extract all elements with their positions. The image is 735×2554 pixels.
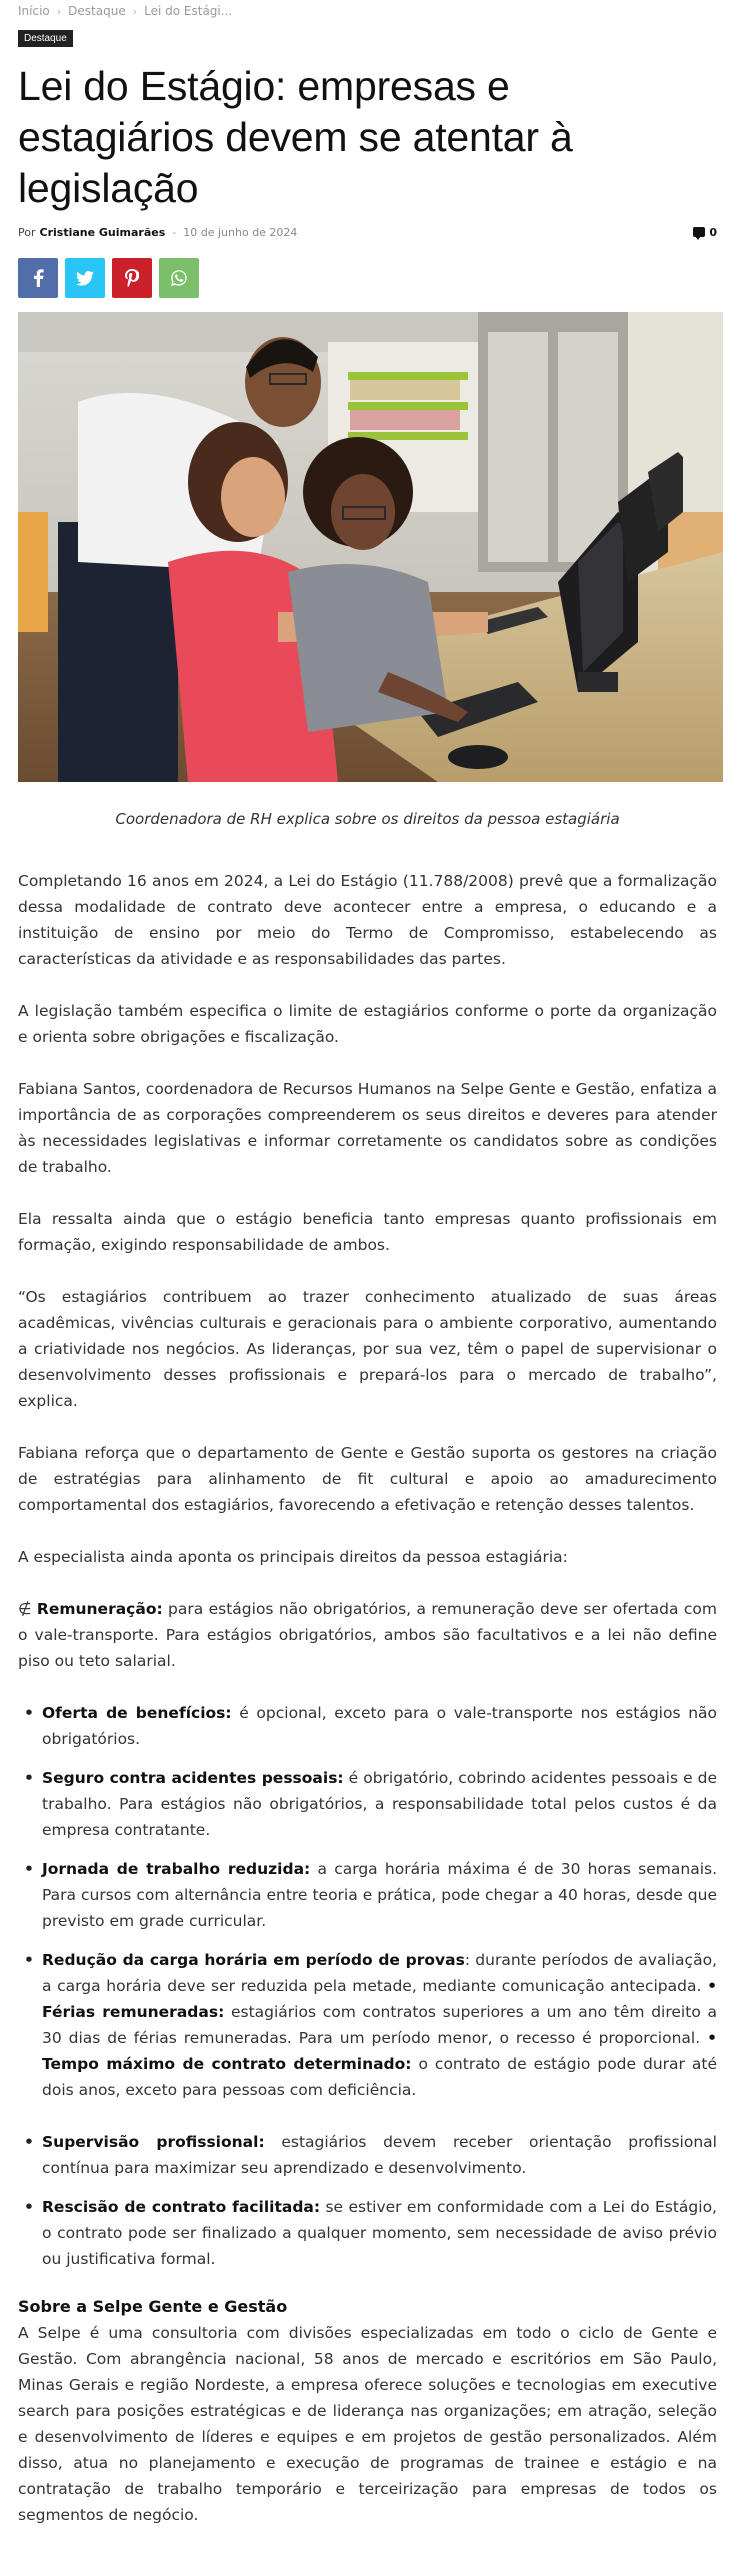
- remuneracao-bullet: ∉: [18, 1600, 32, 1618]
- paragraph-4: Ela ressalta ainda que o estágio beneficia tanto empresas quanto profissionais em formação, exigindo responsabilidade de ambos.: [18, 1210, 717, 1254]
- list-item-text: a carga horária máxima é de 30 horas semanais. Para cursos com alternância entre teoria e prática, pode chegar a 40 horas, desde que previsto em grade curricular.: [42, 1860, 717, 1930]
- about-text: A Selpe é uma consultoria com divisões especializadas em todo o ciclo de Gente e Gestão. Com abrangência nacional, 58 anos de mercado e escritórios em São Paulo, Minas Gerais e região Nordeste, a empresa oferece soluções e tecnologias em executive search para posições estratégicas e de liderança nas organizações; em atração, seleção e desenvolvimento de líderes e equipes e em projetos de gestão personalizados. Além disso, atua no planejamento e execução de programas de trainee e estágio e na contratação de trabalho temporário e terceirização para empresas de todos os segmentos de negócio.: [18, 2324, 717, 2524]
- share-pinterest-button[interactable]: [112, 258, 152, 298]
- ferias-label: • Férias remuneradas:: [42, 1977, 717, 2021]
- office-photo: [18, 312, 723, 782]
- paragraph-2: A legislação também especifica o limite de estagiários conforme o porte da organização e orienta sobre obrigações e fiscalização.: [18, 1002, 717, 1046]
- list-item-label: Jornada de trabalho reduzida:: [42, 1860, 311, 1878]
- comment-count: 0: [709, 225, 717, 239]
- tempo-label: • Tempo máximo de contrato determinado:: [42, 2029, 717, 2073]
- remuneracao-paragraph: [18, 1596, 717, 1674]
- list-item: [42, 1947, 717, 2103]
- pinterest-icon: [125, 269, 139, 287]
- list-item: [42, 1765, 717, 1843]
- paragraph-1: Completando 16 anos em 2024, a Lei do Estágio (11.788/2008) prevê que a formalização dessa modalidade de contrato deve acontecer entre a empresa, o educando e a instituição de ensino por meio do Termo de Compromisso, estabelecendo as características da atividade e as responsabilidades das partes.: [18, 872, 717, 968]
- article-hero-image: [18, 312, 723, 782]
- list-item-text: estagiários devem receber orientação profissional contínua para maximizar seu aprendizado e desenvolvimento.: [42, 2133, 717, 2177]
- image-caption: Coordenadora de RH explica sobre os direitos da pessoa estagiária: [115, 810, 620, 828]
- about-heading: Sobre a Selpe Gente e Gestão: [18, 2297, 288, 2316]
- remuneracao-label: Remuneração:: [36, 1600, 163, 1618]
- whatsapp-icon: [170, 269, 188, 287]
- list-item: [42, 2129, 717, 2181]
- paragraph-6: Fabiana reforça que o departamento de Gente e Gestão suporta os gestores na criação de estratégias para alinhamento de fit cultural e apoio ao amadurecimento comportamental dos estagiários, favorecendo a efetivação e retenção desses talentos.: [18, 1444, 717, 1514]
- list-item-text: é opcional, exceto para o vale-transporte nos estágios não obrigatórios.: [42, 1704, 717, 1748]
- list-item-text: se estiver em conformidade com a Lei do Estágio, o contrato pode ser finalizado a qualquer momento, sem necessidade de aviso prévio ou justificativa formal.: [42, 2198, 717, 2268]
- share-buttons: [18, 258, 717, 298]
- breadcrumb: [18, 0, 717, 22]
- meta-separator: -: [172, 225, 177, 239]
- article-body: [18, 868, 717, 2528]
- list-item: [42, 1700, 717, 1752]
- paragraph-5-quote: “Os estagiários contribuem ao trazer conhecimento atualizado de suas áreas acadêmicas, vivências culturais e geracionais para o ambiente corporativo, aumentando a criatividade nos negócios. As lideranças, por sua vez, têm o papel de supervisionar o desenvolvimento desses profissionais e prepará-los para o mercado de trabalho”, explica.: [18, 1288, 717, 1410]
- paragraph-7: A especialista ainda aponta os principais direitos da pessoa estagiária:: [18, 1548, 568, 1566]
- list-item-label: Supervisão profissional:: [42, 2133, 265, 2151]
- ferias-text: estagiários com contratos superiores a um ano têm direito a 30 dias de férias remuneradas. Para um período menor, o recesso é proporcional.: [42, 2003, 718, 2047]
- list-item: [42, 1856, 717, 1934]
- author-link[interactable]: Cristiane Guimarães: [39, 225, 166, 239]
- facebook-icon: [31, 269, 45, 287]
- remuneracao-text: para estágios não obrigatórios, a remuneração deve ser ofertada com o vale-transporte. Para estágios obrigatórios, ambos são facultativos e a lei não define piso ou teto salarial.: [18, 1600, 717, 1670]
- list-item-label: Rescisão de contrato facilitada:: [42, 2198, 321, 2216]
- author-prefix: Por: [18, 225, 36, 239]
- publish-date: 10 de junho de 2024: [183, 225, 298, 239]
- about-section: [18, 2294, 717, 2528]
- rights-list: [42, 1700, 717, 2103]
- chevron-right-icon: ›: [132, 4, 138, 18]
- article-meta: [18, 222, 717, 242]
- rights-list-2: [42, 2129, 717, 2272]
- share-twitter-button[interactable]: [65, 258, 105, 298]
- page-title: Lei do Estágio: empresas e estagiários devem se atentar à legislação: [18, 63, 573, 211]
- tempo-text: o contrato de estágio pode durar até dois anos, exceto para pessoas com deficiência.: [42, 2055, 717, 2099]
- category-tag[interactable]: Destaque: [18, 30, 73, 47]
- chevron-right-icon: ›: [56, 4, 62, 18]
- list-item-text: é obrigatório, cobrindo acidentes pessoais e de trabalho. Para estágios não obrigatórios, a responsabilidade total pelos custos é da empresa contratante.: [42, 1769, 717, 1839]
- list-item-text: : durante períodos de avaliação, a carga horária deve ser reduzida pela metade, mediante comunicação antecipada.: [42, 1951, 717, 1995]
- list-item-label: Oferta de benefícios:: [42, 1704, 232, 1722]
- share-whatsapp-button[interactable]: [159, 258, 199, 298]
- share-facebook-button[interactable]: [18, 258, 58, 298]
- breadcrumb-current: Lei do Estági...: [144, 4, 233, 18]
- breadcrumb-home-link[interactable]: Início: [18, 4, 50, 18]
- list-item-label: Redução da carga horária em período de provas: [42, 1951, 465, 1969]
- paragraph-3: Fabiana Santos, coordenadora de Recursos Humanos na Selpe Gente e Gestão, enfatiza a importância de as corporações compreenderem os seus direitos e deveres para atender às necessidades legislativas e informar corretamente os candidatos sobre as condições de trabalho.: [18, 1080, 717, 1176]
- list-item-label: Seguro contra acidentes pessoais:: [42, 1769, 344, 1787]
- list-item: [42, 2194, 717, 2272]
- comment-icon: [693, 227, 705, 237]
- breadcrumb-category-link[interactable]: Destaque: [68, 4, 126, 18]
- twitter-icon: [76, 271, 94, 286]
- comments-link[interactable]: [693, 226, 717, 239]
